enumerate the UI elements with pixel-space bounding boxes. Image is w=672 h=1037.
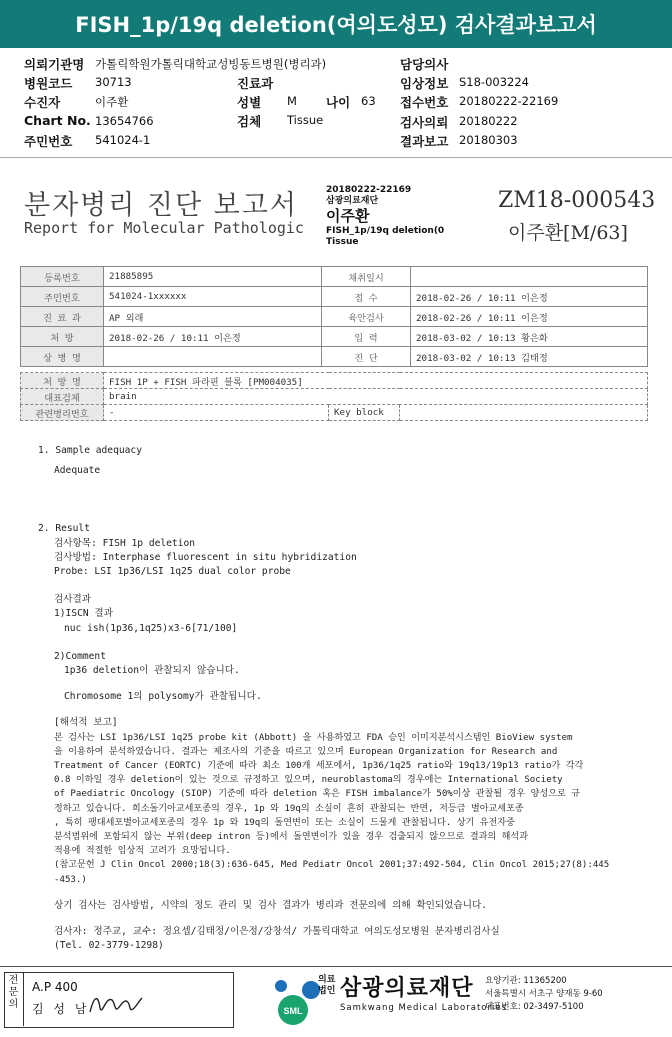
section-result-title: 2. Result [38,523,90,535]
table-header-cell: 진 료 과 [21,307,104,327]
table-header-cell: 육안검사 [322,307,411,327]
logo-text: SML [283,1006,303,1016]
result-method: 검사방법: Interphase fluorescent in situ hybridization [54,551,357,563]
receipt-label: 접수번호 [400,95,449,110]
ssn-value: 541024-1 [95,133,151,147]
org-name-en: Samkwang Medical Laboratories [340,1003,508,1013]
table-header-cell: 처 방 [21,327,104,347]
table-cell [411,267,648,287]
specimen-type-label: 대표검체 [21,389,104,405]
result-value: 20180303 [459,133,518,147]
interpretation-line: Treatment of Cancer (EORTC) 기준에 따라 최소 100개 세포에서, 1p36/1q25 ratio와 19q13/19p13 ratio가 각각 [54,761,584,772]
org-code: 요양기관: 11365200 [485,976,567,986]
stamp-org: 삼광의료재단 [326,196,379,206]
org-street: 서울특별시 서초구 양재동 9-60 [485,989,603,999]
org-address [485,975,603,1014]
clinical-info-label: 임상정보 [400,76,449,91]
table-cell: 21885895 [104,267,322,287]
table-cell: AP 외래 [104,307,322,327]
table-cell: 2018-02-26 / 10:11 이은정 [411,307,648,327]
hospital-code-value: 30713 [95,75,132,89]
age-label: 나이 [326,95,351,110]
signature-scrawl [86,990,146,1018]
stamp-receipt: 20180222-22169 [326,185,412,195]
order-table [20,372,648,421]
signature-name: 김 성 남 [32,1002,90,1016]
table-row [21,287,648,307]
interpretation-line: 분석범위에 포함되지 않는 부위(deep intron 등)에서 돌연변이가 있을 경우 검출되지 않으므로 결과의 해석과 [54,832,528,843]
org-prefix-text: 의료법인 [318,975,336,996]
table-header-cell: 채취일시 [322,267,411,287]
specimen-label: 검체 [237,114,262,129]
table-row [21,373,648,389]
report-title-ko: 분자병리 진단 보고서 [24,190,298,221]
org-name: 삼광의료재단 [340,976,474,1001]
table-cell [104,347,322,367]
registration-table [20,266,648,367]
table-cell: 2018-02-26 / 10:11 이은정 [411,287,648,307]
interpretation-head: [해석적 보고] [54,717,118,729]
result-probe: Probe: LSI 1p36/LSI 1q25 dual color probe [54,566,291,578]
interpretation-line: (참고문헌 J Clin Oncol 2000;18(3):636-645, Med Pediatr Oncol 2001;37:492-504, Clin Oncol 2015;27(8):445 [54,860,610,871]
interpretation-text [38,731,638,887]
iscn-value: nuc ish(1p36,1q25)x3-6[71/100] [64,622,238,634]
report-body [38,444,638,953]
keyblock-value [400,405,648,421]
org-phone: 대표번호: 02-3497-5100 [485,1002,584,1012]
patient-value: 이주환 [95,95,129,109]
confirmation-text: 상기 검사는 검사방법, 시약의 정도 관리 및 검사 결과가 병리과 전문의에 의해 확인되었습니다. [54,899,488,911]
hospital-code-label: 병원코드 [24,76,73,91]
stamp-patient: 이주환 [326,207,370,225]
specimen-value: Tissue [287,113,324,127]
dept-label: 진료과 [237,76,274,91]
sex-label: 성별 [237,95,262,110]
iscn-head: 1)ISCN 결과 [54,608,113,620]
result-item: 검사항목: FISH 1p deletion [54,537,196,549]
table-header-cell: 진 단 [322,347,411,367]
table-cell: 541024-1xxxxxx [104,287,322,307]
chart-label: Chart No. [24,113,91,128]
request-label: 검사의뢰 [400,115,449,130]
institution-value: 가톨릭학원가톨릭대학교성빙동트병원(병리과) [95,57,327,71]
comment-1: 1p36 deletion이 관찰되지 않습니다. [64,665,240,677]
examiner-text: 검사자: 정주교, 교수: 정요셉/김태정/이은정/강창석/ 가톨릭대학교 여의도성모병원 분자병리검사실 [54,926,500,938]
report-title-en: Report for Molecular Pathologic [24,219,304,237]
stamp-specimen: Tissue [326,237,359,247]
table-header-cell: 상 병 명 [21,347,104,367]
patient-header [0,52,672,154]
interpretation-line: 0.8 이하일 경우 deletion이 있는 것으로 규정하고 있으며, neuroblastoma의 경우에는 International Society [54,775,563,786]
related-pathology-label: 관련병리번호 [21,405,104,421]
receipt-value: 20180222-22169 [459,94,559,108]
table-cell: 2018-03-02 / 10:13 황은화 [411,327,648,347]
table-header-cell: 접 수 [322,287,411,307]
institution-label: 의뢰기관명 [24,57,85,72]
ssn-label: 주민번호 [24,134,73,149]
age-value: 63 [361,94,376,108]
table-header-cell: 주민번호 [21,287,104,307]
org-prefix [318,975,338,997]
keyblock-label: Key block [329,405,400,421]
result-head: 검사결과 [54,594,92,606]
table-row [21,347,648,367]
patient-label: 수진자 [24,95,61,110]
clinical-info-value: S18-003224 [459,75,529,89]
table-row [21,327,648,347]
signature-ap: A.P 400 [32,980,78,994]
order-label: 처 방 명 [21,373,104,389]
comment-head: 2)Comment [54,650,106,662]
section-sample-value: Adequate [54,465,101,477]
table-cell: 2018-02-26 / 10:11 이은정 [104,327,322,347]
lab-label-stamp [326,185,444,248]
chart-value: 13654766 [95,114,154,128]
interpretation-line: -453.) [54,874,87,885]
lab-telephone: (Tel. 02-3779-1298) [54,940,164,952]
comment-2: Chromosome 1의 polysomy가 관찰됩니다. [64,691,262,703]
request-value: 20180222 [459,114,518,128]
report-title: FISH_1p/19q deletion(여의도성모) 검사결과보고서 [75,13,597,37]
signature-role-label [4,972,24,1026]
report-title-bar [0,0,672,48]
section-sample-title: 1. Sample adequacy [38,445,142,456]
table-header-cell: 입 력 [322,327,411,347]
interpretation-line: , 특히 팽대세포별아교세포종의 경우 1p 와 19q의 돌연변이 또는 소실이 드물게 관찰됩니다. 상기 유전자중 [54,817,515,828]
table-row [21,307,648,327]
sex-value: M [287,94,297,108]
table-row [21,267,648,287]
interpretation-line: of Paediatric Oncology (SIOP) 기준에 따라 deletion 혹은 FISH imbalance가 50%이상 관찰될 경우 양성으로 규 [54,789,581,800]
table-row [21,389,648,405]
table-row [21,405,648,421]
table-header-cell: 등록번호 [21,267,104,287]
doctor-label: 담당의사 [400,57,449,72]
zm-patient: 이주환[M/63] [508,222,628,244]
signature-role-text: 전문의 [8,975,19,1010]
zm-number: ZM18-000543 [498,188,656,213]
interpretation-line: 을 이용하여 분석하였습니다. 결과는 제조사의 기준을 따르고 있으며 European Organization for Research and [54,746,558,757]
result-label: 결과보고 [400,134,449,149]
interpretation-line: 정하고 있습니다. 희소돌기아교세포종의 경우, 1p 와 19q의 소실이 흔히 관찰되는 반면, 저등급 별아교세포종 [54,803,524,814]
interpretation-line: 본 검사는 LSI 1p36/LSI 1q25 probe kit (Abbott) 을 사용하였고 FDA 승인 이미지분석시스템인 BioView system [54,732,573,743]
footer-divider [0,966,672,967]
order-value: FISH 1P + FISH 파라핀 블록 [PM004035] [104,373,648,389]
specimen-type-value: brain [104,389,648,405]
interpretation-line: 적용에 적절한 임상적 고려가 요망됩니다. [54,846,231,857]
stamp-test: FISH_1p/19q deletion(0 [326,226,445,236]
header-divider [0,157,672,158]
table-cell: 2018-03-02 / 10:13 김태정 [411,347,648,367]
related-pathology-value: - [104,405,329,421]
